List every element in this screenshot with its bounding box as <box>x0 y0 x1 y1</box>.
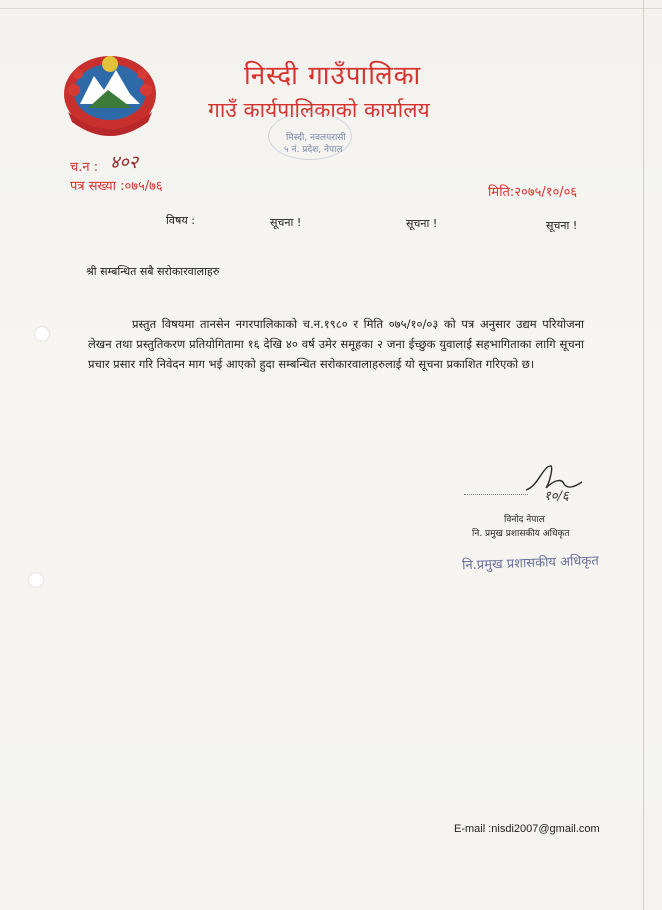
signatory-name: विनोद नेपाल <box>504 515 545 525</box>
letter-body <box>88 314 584 374</box>
subject-notice-2: सूचना ! <box>406 217 438 230</box>
letter-number: पत्र सख्या :०७५/७६ <box>70 179 163 194</box>
signatory-title: नि. प्रमुख प्रशासकीय अधिकृत <box>472 529 570 539</box>
body-paragraph: प्रस्तुत विषयमा तानसेन नगरपालिकाको च.न.१९८० र मिति ०७५/१०/०३ को पत्र अनुसार उद्यम परियोजना लेखन तथा प्रस्तुतिकरण प्रतियोगितामा १६ देखि ४० वर्ष उमेर समूहका २ जना ईच्छुक युवालाई सहभागिताका लागि सूचना प्रचार प्रसार गरि निवेदन माग भई आएको हुदा सम्बन्धित सरोकारवालाहरुलाई यो सूचना प्रकाशित गरिएको छ। <box>88 317 584 371</box>
subject-label: विषय : <box>166 214 195 227</box>
address-line-1: मिस्दी, नवलपरासी <box>286 133 346 143</box>
signature-line <box>464 494 528 495</box>
designation-stamp: नि.प्रमुख प्रशासकीय अधिकृत <box>461 553 600 574</box>
recipient-line: श्री सम्बन्धित सबै सरोकारवालाहरु <box>86 265 220 278</box>
nepal-emblem-logo <box>58 50 162 136</box>
subject-notice-1: सूचना ! <box>270 216 302 229</box>
paper-edge-right <box>643 0 644 910</box>
signature-date: १०/६ <box>544 489 569 504</box>
punch-hole-top <box>34 326 50 342</box>
cha-na-handwritten: ४०२ <box>110 152 139 173</box>
punch-hole-bottom <box>28 572 44 588</box>
address-line-2: ५ नं. प्रदेश, नेपाल <box>284 145 343 155</box>
office-subtitle: गाउँ कार्यपालिकाको कार्यालय <box>208 98 430 122</box>
email-footer: E-mail :nisdi2007@gmail.com <box>454 823 600 835</box>
municipality-title: निस्दी गाउँपालिका <box>244 61 422 91</box>
paper-edge-top <box>0 8 662 9</box>
letter-date: मिति:२०७५/१०/०६ <box>488 185 578 200</box>
cha-na-label: च.न : <box>70 160 99 175</box>
subject-notice-3: सूचना ! <box>546 219 578 232</box>
